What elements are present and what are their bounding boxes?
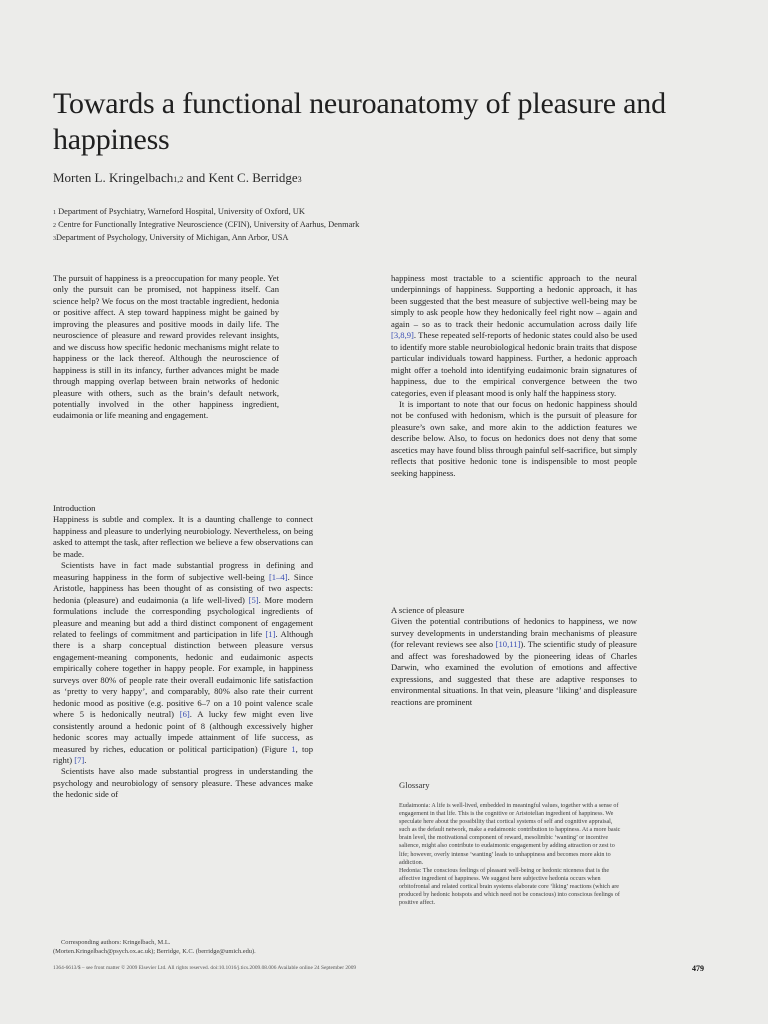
author-affiliation-mark: 1,2 xyxy=(173,175,184,184)
citation-link[interactable]: [1] xyxy=(265,628,276,639)
author-kringelbach: Morten L. Kringelbach xyxy=(53,170,174,185)
right-paragraph-2: It is important to note that our focus on hedonic happiness should not be confused with hedonism, which is the pursuit of pleasure for pleasure’s own sake, and more akin to the addiction features we describe below. Also, to focus on hedonics does not deny that some ascetics may have found bliss through painful self-sacrifice, but simply reflects that positive hedonic tone is indispensible to most people seeking happiness. xyxy=(391,398,637,478)
figure-link[interactable]: 1 xyxy=(291,743,296,754)
science-of-pleasure-section xyxy=(391,605,637,708)
introduction-paragraph-1: Happiness is subtle and complex. It is a daunting challenge to connect happiness and pleasure to underlying neurobiology. Nevertheless, on being asked to attempt the task, after reflection we believe a few observations can be made. xyxy=(53,514,313,559)
page-number: 479 xyxy=(692,964,704,973)
right-paragraph-1: happiness most tractable to a scientific approach to the neural underpinnings of happiness. Supporting a hedonic approach, it has been suggested that the best measure of subjective well-being may be simply to ask people how they hedonically feel right now – again and again – so as to track their hedonic accumulation across daily life [3,8,9]. These repeated self-reports of hedonic states could also be used to identify more stable neurobiological hedonic brain traits that dispose particular individuals toward happiness. Further, a hedonic approach might offer a toehold into identifying eudaimonic brain signatures of happiness, due to the empirical convergence between the two categories, even if pleasant mood is only half the happiness story. xyxy=(391,273,637,398)
glossary-eudaimonia: Eudaimonia: A life is well-lived, embedded in meaningful values, together with a sense of engagement in that life. This is the cognitive or Aristotelian ingredient of happiness. We speculate here about the possibility that cortical systems of self and cognitive appraisal, such as the default network, make a eudaimonic contribution to happiness. At a more basic brain level, the motivational component of reward, mesolimbic ‘wanting’ or incentive salience, might also contribute to eudaimonic engagement by adding attraction or zest to life; however, overly intense ‘wanting’ leads to unhappiness and becomes more akin to addiction. xyxy=(399,803,621,866)
citation-link[interactable]: [7] xyxy=(74,754,85,765)
abstract xyxy=(53,273,279,422)
footnote-line-2: (Morten.Kringelbach@psych.ox.ac.uk); Berridge, K.C. (berridge@umich.edu). xyxy=(53,948,256,955)
author-affiliation-mark: 3 xyxy=(297,175,302,184)
introduction-paragraph-3: Scientists have also made substantial progress in understanding the psychology and neurobiology of sensory pleasure. These advances make the hedonic side of xyxy=(53,766,313,800)
footnote-line-1: Corresponding authors: Kringelbach, M.L. xyxy=(61,939,171,946)
introduction-section xyxy=(53,503,313,801)
page-title: Towards a functional neuroanatomy of pleasure and happiness xyxy=(53,87,666,156)
citation-link[interactable]: [6] xyxy=(179,709,190,720)
affiliation-michigan: 3Department of Psychology, University of Michigan, Ann Arbor, USA xyxy=(53,233,289,242)
science-heading: A science of pleasure xyxy=(391,605,465,615)
citation-link[interactable]: [1–4] xyxy=(268,571,288,582)
science-paragraph: Given the potential contributions of hedonics to happiness, we now survey developments in understanding brain mechanisms of pleasure (for relevant reviews see also [10,11]). The scientific study of pleasure and affect was foreshadowed by the pioneering ideas of Charles Darwin, who examined the evolution of emotions and affective expressions, and suggested that these are adaptive responses to environmental situations. In that vein, pleasure ‘liking’ and displeasure reactions are prominent xyxy=(391,616,637,707)
introduction-paragraph-2: Scientists have in fact made substantial progress in defining and measuring happiness in the form of subjective well-being [1–4]. Since Aristotle, happiness has been thought of as consisting of two aspects: hedonia (pleasure) and eudaimonia (a life well-lived) [5]. More modern formulations include the corresponding psychological ingredients of pleasure and meaning but add a third distinct component of engagement related to feelings of commitment and participation in life [1]. Although there is a sharp conceptual distinction between pleasure versus engagement-meaning components, hedonic and eudaimonic aspects empirically cohere together in happy people. For example, in happiness surveys over 80% of people rate their overall eudaimonic life satisfaction as ‘pretty to very happy’, and comparably, 80% also rate their current hedonic mood as positive (e.g. positive 6–7 on a 10 point valence scale where 5 is hedonically neutral) [6]. A lucky few might even live consistently around a hedonic point of 8 (although excessively higher hedonic scores may actually impede attainment of life success, as measured by riches, education or political participation) (Figure 1, top right) [7]. xyxy=(53,560,314,765)
author-line xyxy=(53,170,302,186)
glossary-box xyxy=(399,802,625,907)
affiliation-aarhus: 2 Centre for Functionally Integrative Neuroscience (CFIN), University of Aarhus, Denmark xyxy=(53,220,360,229)
right-column-top xyxy=(391,273,637,479)
glossary-title: Glossary xyxy=(399,780,430,790)
author-berridge: Kent C. Berridge xyxy=(208,170,298,185)
affiliations xyxy=(53,206,473,245)
citation-link[interactable]: [3,8,9] xyxy=(391,330,414,341)
citation-link[interactable]: [5] xyxy=(248,594,259,605)
author-conjunction: and xyxy=(183,170,209,185)
journal-footer: 1364-6613/$ – see front matter © 2009 Elsevier Ltd. All rights reserved. doi:10.1016/j.tics.2009.08.006 Available online 24 September 2009 xyxy=(53,965,357,971)
glossary-hedonia: Hedonia: The conscious feelings of pleasant well-being or hedonic niceness that is the affective ingredient of happiness. We suggest here subjective hedonia occurs when orbitofrontal and related cortical brain systems elaborate core ‘liking’ reactions (which are produced by hedonic hotspots and which need not be conscious) into conscious feelings of positive affect. xyxy=(399,867,620,907)
citation-link[interactable]: [10,11] xyxy=(495,639,521,650)
corresponding-authors-footnote xyxy=(53,938,353,956)
abstract-text: The pursuit of happiness is a preoccupation for many people. Yet only the pursuit can be promised, not happiness itself. Can science help? We focus on the most tractable ingredient, hedonia or positive affect. A step toward happiness might be gained by improving the pleasures and positive moods in daily life. The neuroscience of pleasure and reward provides relevant insights, and we discuss how specific hedonic mechanisms might relate to happiness or the lack thereof. Although the neuroscience of happiness is still in its infancy, further advances might be made through mapping overlap between brain networks of hedonic pleasure with others, such as the brain’s default network, potentially involved in the other happiness ingredient, eudaimonia or life meaning and engagement. xyxy=(53,273,279,421)
introduction-heading: Introduction xyxy=(53,503,96,513)
affiliation-oxford: 1 Department of Psychiatry, Warneford Hospital, University of Oxford, UK xyxy=(53,207,305,216)
